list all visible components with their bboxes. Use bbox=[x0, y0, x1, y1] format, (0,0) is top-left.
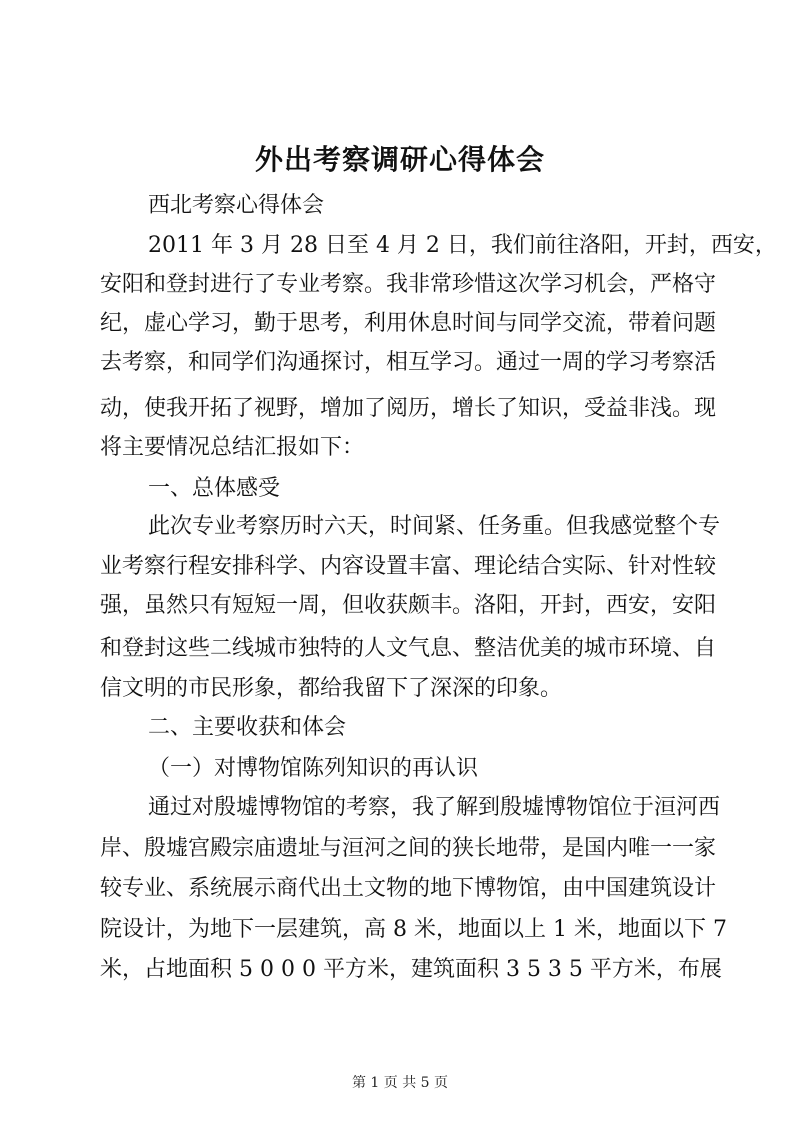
paragraph-line: 通过对殷墟博物馆的考察，我了解到殷墟博物馆位于洹河西 bbox=[148, 795, 721, 820]
section-heading: 一、总体感受 bbox=[148, 476, 281, 501]
paragraph-line: 安阳和登封进行了专业考察。我非常珍惜这次学习机会，严格守 bbox=[100, 272, 717, 297]
subsection-heading: （一）对博物馆陈列知识的再认识 bbox=[148, 756, 479, 781]
document-title: 外出考察调研心得体会 bbox=[254, 143, 545, 176]
paragraph-line: 院设计，为地下一层建筑，高 8 米，地面以上 1 米，地面以下 7 bbox=[100, 917, 727, 942]
page-number-footer: 第 1 页 共 5 页 bbox=[351, 1075, 449, 1091]
paragraph-line: 纪，虚心学习，勤于思考，利用休息时间与同学交流，带着问题 bbox=[100, 311, 717, 336]
paragraph-line: 2011 年 3 月 28 日至 4 月 2 日，我们前往洛阳，开封，西安， bbox=[148, 233, 777, 258]
paragraph-line: 和登封这些二线城市独特的人文气息、整洁优美的城市环境、自 bbox=[100, 636, 717, 661]
paragraph-line: 此次专业考察历时六天，时间紧、任务重。但我感觉整个专 bbox=[148, 514, 721, 539]
paragraph-line: 较专业、系统展示商代出土文物的地下博物馆，由中国建筑设计 bbox=[100, 876, 717, 901]
paragraph-line: 岸、殷墟宫殿宗庙遗址与洹河之间的狭长地带，是国内唯一一家 bbox=[100, 836, 717, 861]
paragraph-line: 将主要情况总结汇报如下： bbox=[100, 435, 365, 460]
paragraph-line: 去考察，和同学们沟通探讨，相互学习。通过一周的学习考察活 bbox=[100, 350, 717, 375]
subtitle-line: 西北考察心得体会 bbox=[148, 193, 325, 218]
paragraph-line: 米，占地面积 5 0 0 0 平方米，建筑面积 3 5 3 5 平方米，布展 bbox=[100, 957, 722, 982]
paragraph-line: 动，使我开拓了视野，增加了阅历，增长了知识，受益非浅。现 bbox=[100, 396, 717, 421]
section-heading: 二、主要收获和体会 bbox=[148, 715, 347, 740]
paragraph-line: 信文明的市民形象，都给我留下了深深的印象。 bbox=[100, 676, 563, 701]
paragraph-line: 业考察行程安排科学、内容设置丰富、理论结合实际、针对性较 bbox=[100, 554, 717, 579]
paragraph-line: 强，虽然只有短短一周，但收获颇丰。洛阳，开封，西安，安阳 bbox=[100, 593, 717, 618]
